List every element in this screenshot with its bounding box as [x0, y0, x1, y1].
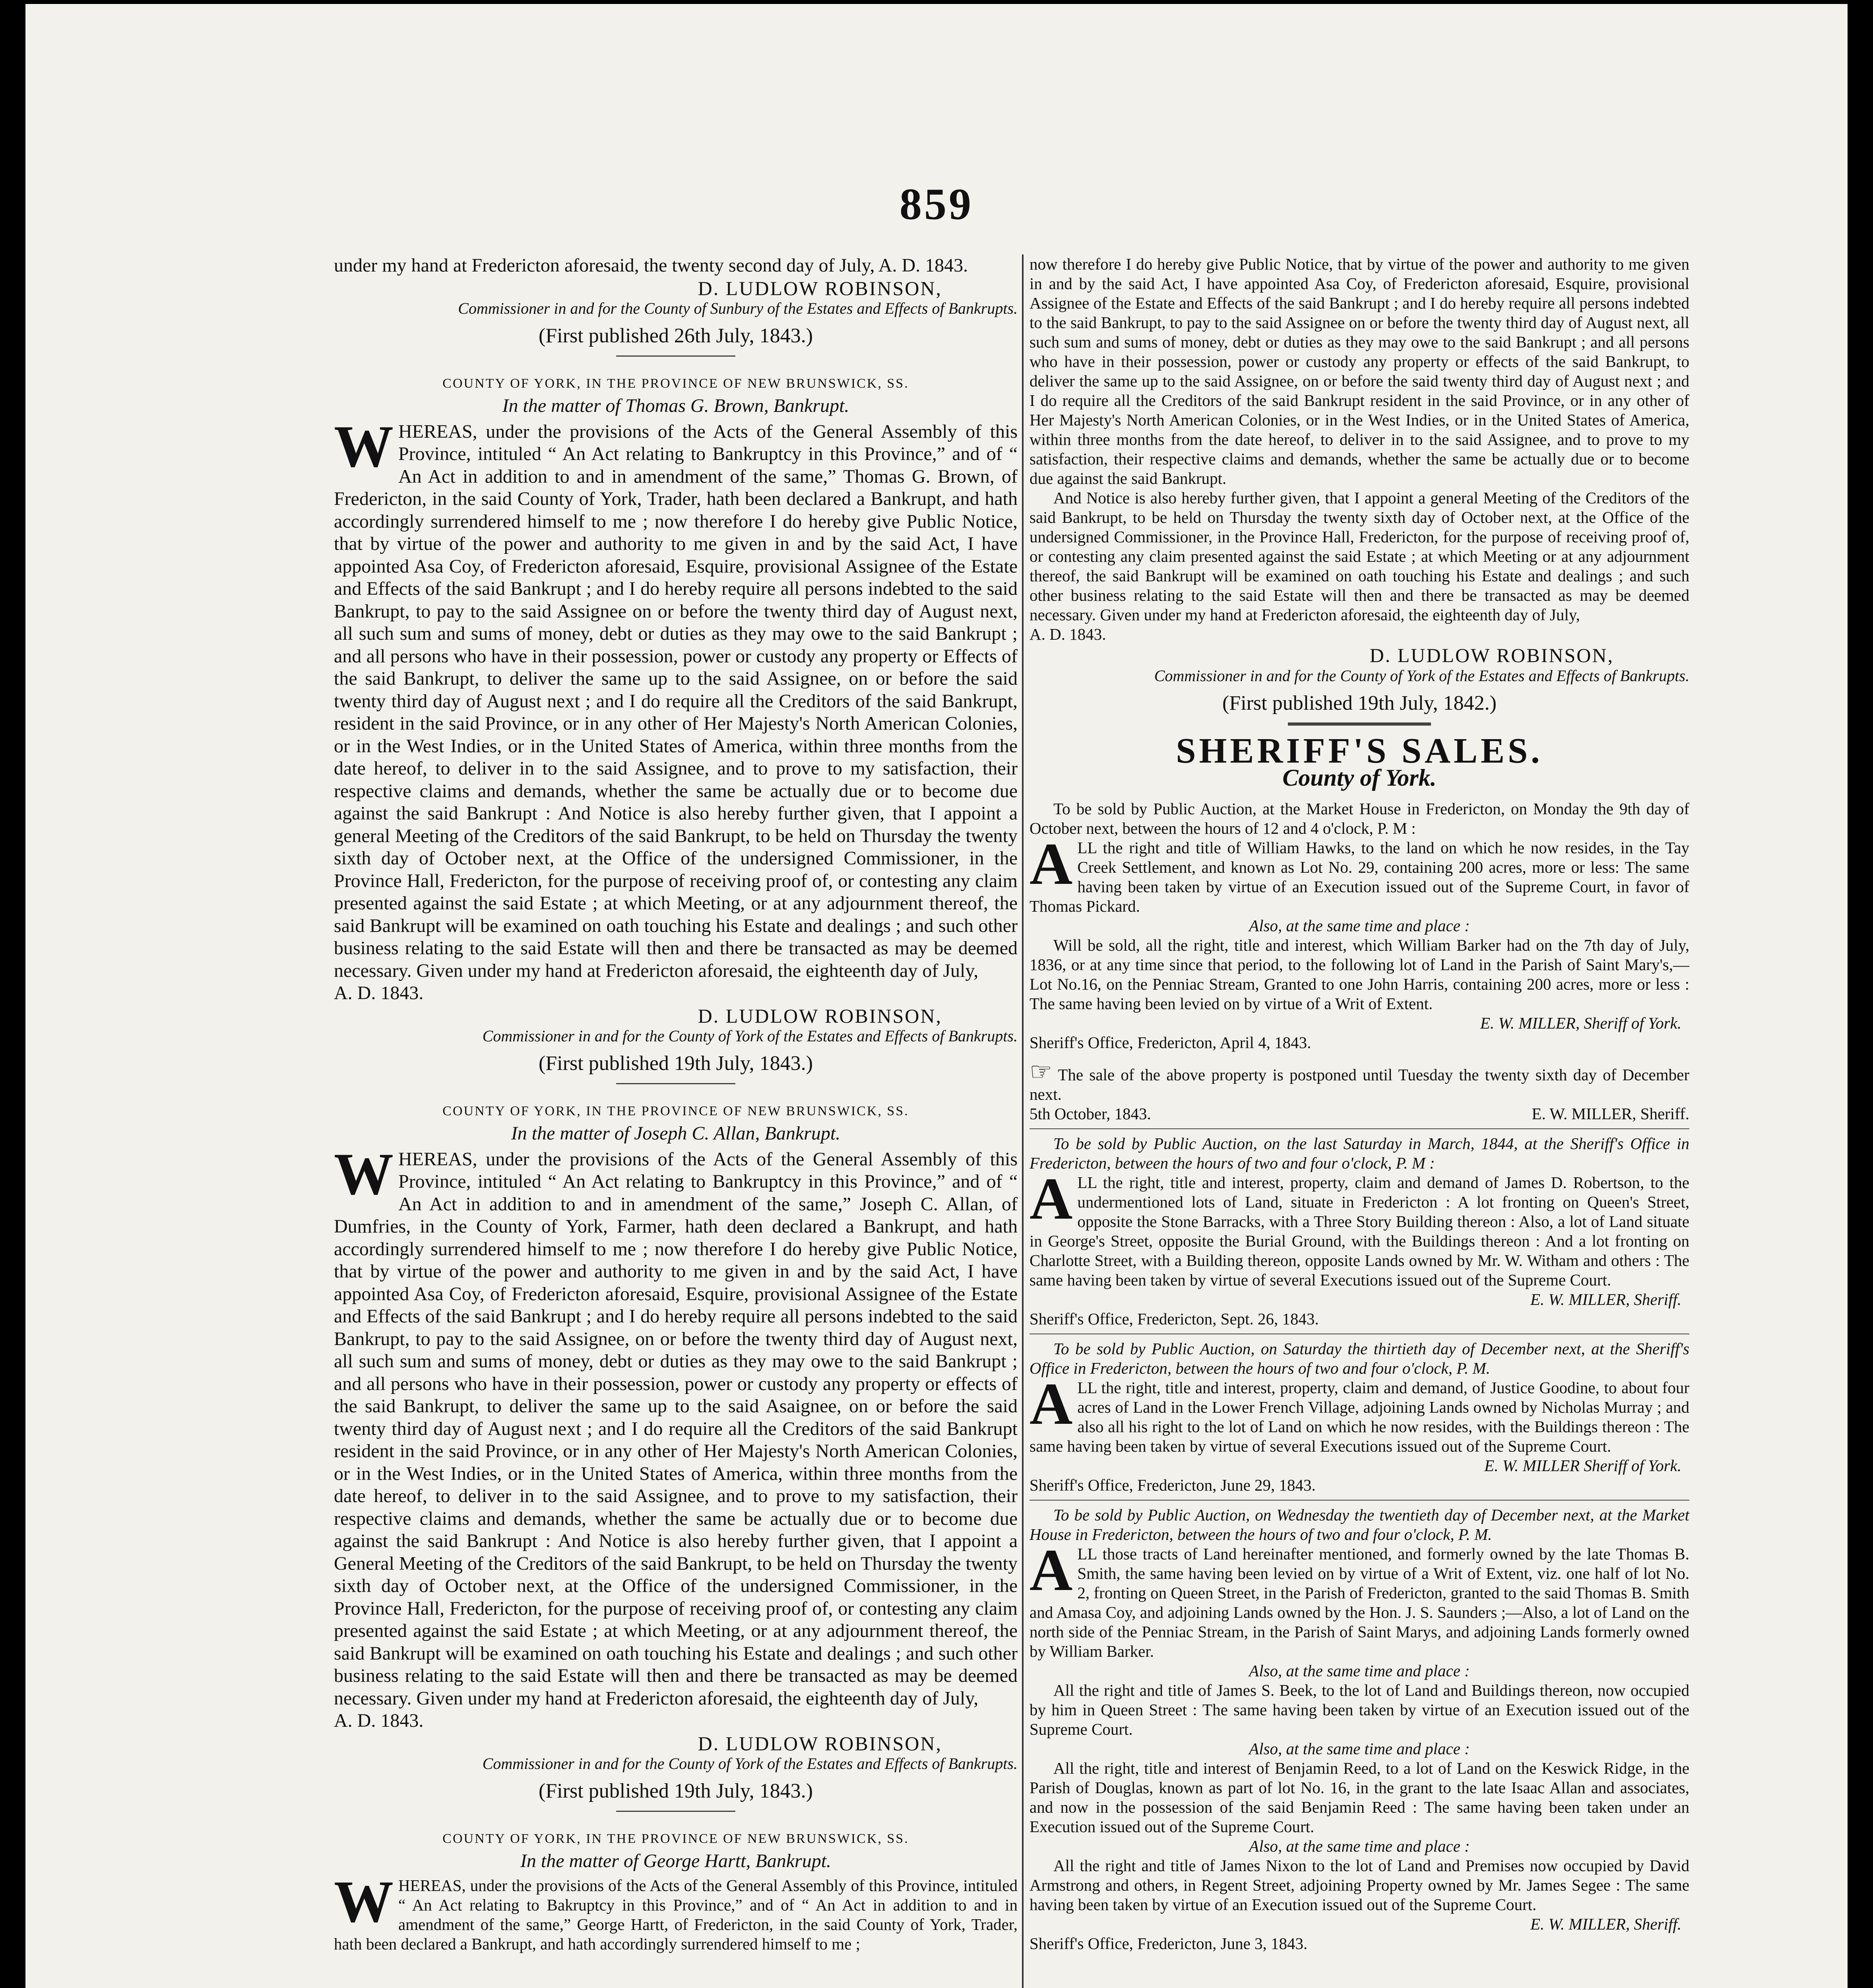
- sheriff-signature: E. W. MILLER, Sheriff.: [1532, 1105, 1689, 1123]
- signature-name: D. LUDLOW ROBINSON,: [698, 1732, 942, 1755]
- notice-text: HEREAS, under the provisions of the Acts of the General Assembly of this Province, intituled “ An Act relating to Bakruptcy in this Province,” and of “ An Act in addition to and in amendment of the same,” George Hartt, of Fredericton, in the said County of York, Trader, hath been declared a Bankrupt, and hath accordingly surrendered himself to me ;: [334, 1876, 1018, 1953]
- sheriff-signature: E. W. MILLER, Sheriff.: [1530, 1915, 1681, 1933]
- drop-cap: W: [334, 1141, 394, 1207]
- notice-text: And Notice is also hereby further given, that I appoint a general Meeting of the Creditors of the said Bankrupt, to be held on Thursday the twenty sixth day of October next, at the Office of the undersigned Commissioner, in the Province Hall, Fredericton, for the purpose of receiving proof of, or contesting any claim presented against the said Estate ; at which Meeting or at any adjournment thereof, the said Bankrupt will be examined on oath touching his Estate and dealings ; and such other business relating to the said Estate will then and there be transacted as may be deemed necessary. Given under my hand at Fredericton aforesaid, the eighteenth day of July,: [1030, 489, 1689, 624]
- sheriff-office-date: Sheriff's Office, Fredericton, April 4, 1843.: [1030, 1033, 1311, 1052]
- notice-body: [334, 1868, 1018, 1954]
- sale-william-hawks: [1030, 799, 1689, 1129]
- first-published-line: (First published 19th July, 1843.): [539, 1052, 813, 1075]
- notice-joseph-allan: [334, 1100, 1018, 1812]
- left-column: [334, 254, 1018, 1954]
- signature-name: D. LUDLOW ROBINSON,: [1369, 644, 1614, 666]
- county-heading: COUNTY OF YORK, IN THE PROVINCE OF NEW BRUNSWICK, SS.: [442, 376, 909, 391]
- sheriff-signature: E. W. MILLER Sheriff of York.: [1484, 1456, 1681, 1475]
- signature-title: Commissioner in and for the County of Sunbury of the Estates and Effects of Bankrupts.: [458, 299, 1018, 317]
- sale-body: [1030, 831, 1689, 916]
- also-line: Also, at the same time and place :: [1249, 1837, 1470, 1855]
- sale-body: [1030, 1166, 1689, 1290]
- page-number: 859: [900, 180, 973, 229]
- notice-date: A. D. 1843.: [334, 1710, 424, 1731]
- sale-text: LL those tracts of Land hereinafter mentioned, and formerly owned by the late Thomas B. Smith, the same having been levied on by virtue of a Writ of Extent, viz. one half of lot No. 2, fronting on Queen Street, in the Parish of Fredericton, granted to the said Thomas B. Smith and Amasa Coy, and adjoining Lands owned by the Hon. J. S. Saunders ;—Also, a lot of Land on the north side of the Penniac Stream, in the Parish of Saint Marys, and adjoining Lands formerly owned by William Barker.: [1030, 1545, 1689, 1660]
- sale-intro: To be sold by Public Auction, on Saturday the thirtieth day of December next, at the Sheriff's Office in Fredericton, between the hours of two and four o'clock, P. M.: [1030, 1340, 1689, 1377]
- drop-cap: A: [1030, 1166, 1073, 1232]
- first-published-line: (First published 26th July, 1843.): [539, 324, 813, 347]
- drop-cap: A: [1030, 1371, 1073, 1437]
- sale-text: Will be sold, all the right, title and interest, which William Barker had on the 7th day of July, 1836, or at any time since that period, to the following lot of Land in the Parish of Saint Mary's,—Lot No.16, on the Penniac Stream, Granted to one John Harris, containing 200 acres, more or less : The same having been levied on by virtue of a Writ of Extent.: [1030, 936, 1689, 1013]
- sale-thomas-smith: [1030, 1505, 1689, 1953]
- separator-rule: [616, 1083, 735, 1084]
- signature-title: Commissioner in and for the County of York of the Estates and Effects of Bankrupts.: [482, 1027, 1018, 1045]
- separator-rule: [616, 1811, 735, 1812]
- postponement-notice: [1030, 1058, 1689, 1104]
- sale-text: All the right and title of James Nixon to the lot of Land and Premises now occupied by David Armstrong and others, in Regent Street, adjoining Property owned by Mr. James Segee : The same having been taken by virtue of an Execution issued out of the Supreme Court.: [1030, 1856, 1689, 1914]
- drop-cap: A: [1030, 831, 1073, 897]
- postponement-text: The sale of the above property is postponed until Tuesday the twenty sixth day of December next.: [1030, 1066, 1689, 1103]
- notice-text: HEREAS, under the provisions of the Acts of the General Assembly of this Province, intituled “ An Act relating to Bankruptcy in this Province,” and of “ An Act in addition to and in amendment of the same,” Thomas G. Brown, of Fredericton, in the said County of York, Trader, hath been declared a Bankrupt, and hath accordingly surrendered himself to me ; now therefore I do hereby give Public Notice, that by virtue of the power and authority to me given in and by the said Act, I have appointed Asa Coy, of Fredericton aforesaid, Esquire, provisional Assignee of the Estate and Effects of the said Bankrupt ; and I do hereby require all persons indebted to the said Bankrupt, to pay to the said Assignee on or before the twenty third day of August next, all such sum and sums of money, debt or duties as they may owe to the said Bankrupt ; and all persons who have in their possession, power or custody any property or Effects of the said Bankrupt, to deliver the same up to the said Assignee, on or before the said twenty third day of August next ; and I do require all the Creditors of the said Bankrupt, resident in the said Province, or in any other of Her Majesty's North American Colonies, or in the West Indies, or in the United States of America, within three months from the date hereof, to deliver in to the said Assignee, and to prove to my satisfaction, their respective claims and demands, whether the same be actually due or to become due against the said Bankrupt : And Notice is also hereby further given, that I appoint a general Meeting of the Creditors of the said Bankrupt, to be held on Thursday the twenty sixth day of October next, at the Office of the undersigned Commissioner, in the Province Hall, Fredericton, for the purpose of receiving proof of, or contesting any claim presented against the said Estate ; at which Meeting, or at any adjournment thereof, the said Bankrupt will be examined on oath touching his Estate and dealings ; and such other business relating to the said Estate will then and there be transacted as may be deemed necessary. Given under my hand at Fredericton aforesaid, the eighteenth day of July,: [334, 421, 1018, 981]
- also-line: Also, at the same time and place :: [1249, 1740, 1470, 1758]
- column-divider: [1022, 254, 1024, 1988]
- separator-rule: [1030, 1128, 1689, 1129]
- first-published-line: (First published 19th July, 1843.): [539, 1780, 813, 1802]
- notice-george-hartt: [334, 1828, 1018, 1954]
- sale-justice-goodine: [1030, 1339, 1689, 1501]
- sale-text: All the right and title of James S. Beek, to the lot of Land and Buildings thereon, now occupied by him in Queen Street : The same having been taken by virtue of an Execution issued out of the Supreme Court.: [1030, 1681, 1689, 1738]
- sale-text: All the right, title and interest of Benjamin Reed, to a lot of Land on the Keswick Ridge, in the Parish of Douglas, known as part of lot No. 16, in the grant to the late Isaac Allan and associates, and now in the possession of the said Benjamin Reed : The same having been taken under an Execution issued out of the Supreme Court.: [1030, 1759, 1689, 1836]
- notice-date: A. D. 1843.: [334, 982, 424, 1004]
- continued-notice-fragment: under my hand at Fredericton aforesaid, the twenty second day of July, A. D. 1843.: [334, 255, 968, 276]
- notice-date: A. D. 1843.: [1030, 625, 1106, 643]
- notice-text: now therefore I do hereby give Public Notice, that by virtue of the power and authority to me given in and by the said Act, I have appointed Asa Coy, of Fredericton aforesaid, Esquire, provisional Assignee of the Estate and Effects of the said Bankrupt ; and I do hereby require all persons indebted to the said Bankrupt, to pay to the said Assignee on or before the twenty third day of August next, all such sum and sums of money, debt or duties as they may owe to the said Bankrupt ; and all persons who have in their possession, power or custody any property or effects of the said Bankrupt, to deliver the same up to the said Assignee, on or before the said twenty third day of August next ; and I do require all the Creditors of the said Bankrupt resident in the said Province, or in any other of Her Majesty's North American Colonies, or in the West Indies, or in the United States of America, within three months from the date hereof, to deliver in to the said Assignee, and to prove to my satisfaction, their respective claims and demands, whether the same be actually due or to become due against the said Bankrupt.: [1030, 255, 1689, 487]
- sale-text: LL the right and title of William Hawks, to the land on which he now resides, in the Tay Creek Settlement, and known as Lot No. 29, containing 200 acres, more or less: The same having been taken by virtue of an Execution issued out of the Supreme Court, in favor of Thomas Pickard.: [1030, 839, 1689, 915]
- separator-rule: [1030, 1500, 1689, 1501]
- sheriff-signature: E. W. MILLER, Sheriff of York.: [1480, 1014, 1681, 1032]
- sheriff-signature: E. W. MILLER, Sheriff.: [1530, 1290, 1681, 1309]
- county-heading: COUNTY OF YORK, IN THE PROVINCE OF NEW BRUNSWICK, SS.: [442, 1831, 909, 1846]
- separator-rule: [1288, 722, 1431, 726]
- matter-line: In the matter of Thomas G. Brown, Bankrupt.: [502, 395, 849, 416]
- sale-body: [1030, 1371, 1689, 1456]
- postponement-footer: [1030, 1104, 1689, 1124]
- sale-body: [1030, 1537, 1689, 1661]
- notice-body: [334, 1141, 1018, 1710]
- county-of-york-heading: County of York.: [1282, 764, 1437, 791]
- signature-title: Commissioner in and for the County of York of the Estates and Effects of Bankrupts.: [482, 1755, 1018, 1773]
- continued-notice-hartt: [1030, 254, 1689, 644]
- signature-name: D. LUDLOW ROBINSON,: [698, 277, 942, 299]
- sheriff-office-date: Sheriff's Office, Fredericton, June 3, 1843.: [1030, 1934, 1308, 1953]
- matter-line: In the matter of Joseph C. Allan, Bankrupt.: [511, 1123, 841, 1144]
- newspaper-page: [25, 4, 1848, 1988]
- notice-body: [334, 413, 1018, 982]
- sale-intro: To be sold by Public Auction, at the Market House in Fredericton, on Monday the 9th day of October next, between the hours of 12 and 4 o'clock, P. M :: [1030, 800, 1689, 837]
- also-line: Also, at the same time and place :: [1249, 916, 1470, 935]
- sale-james-robertson: [1030, 1134, 1689, 1334]
- drop-cap: A: [1030, 1537, 1073, 1603]
- right-column: [1030, 254, 1689, 1953]
- sheriff-office-date: Sheriff's Office, Fredericton, Sept. 26, 1843.: [1030, 1310, 1319, 1328]
- sale-intro: To be sold by Public Auction, on the last Saturday in March, 1844, at the Sheriff's Office in Fredericton, between the hours of two and four o'clock, P. M :: [1030, 1134, 1689, 1172]
- drop-cap: W: [334, 413, 394, 480]
- separator-rule: [616, 355, 735, 357]
- signature-name: D. LUDLOW ROBINSON,: [698, 1004, 942, 1027]
- county-heading: COUNTY OF YORK, IN THE PROVINCE OF NEW BRUNSWICK, SS.: [442, 1103, 909, 1118]
- matter-line: In the matter of George Hartt, Bankrupt.: [520, 1850, 832, 1872]
- sale-text: LL the right, title and interest, property, claim and demand of James D. Robertson, to the undermentioned lots of Land, situate in Fredericton : A lot fronting on Queen's Street, opposite the Stone Barracks, with a Three Story Building thereon : Also, a lot of Land situate in George's Street, opposite the Burial Ground, with the Buildings thereon : And a lot fronting on Charlotte Street, with a Building thereon, opposite Lands owned by Mr. W. Witham and others : The same having been taken by virtue of several Executions issued out of the Supreme Court.: [1030, 1173, 1689, 1289]
- pointing-hand-icon: ☞: [1030, 1058, 1053, 1086]
- notice-thomas-brown: [334, 373, 1018, 1084]
- notice-text: HEREAS, under the provisions of the Acts of the General Assembly of this Province, intituled “ An Act relating to Bankruptcy in this Province,” and of “ An Act in addition to and in amendment of the same,” Joseph C. Allan, of Dumfries, in the County of York, Farmer, hath deen declared a Bankrupt, and hath accordingly surrendered himself to me ; now therefore I do hereby give Public Notice, that by virtue of the power and authority to me given in and by the said Act, I have appointed Asa Coy, of Fredericton aforesaid, Esquire, provisional Assignee of the Estate and Effects of the said Bankrupt ; and I do hereby require all persons indebted to the said Bankrupt, to pay to the said Assignee, on or before the twenty third day of August next, all such sum and sums of money, debt or duties as they may owe to the said Bankrupt ; and all persons who have in their possession, power or custody any property or effects of the said Bankrupt, to deliver the same up to the said Asaignee, on or before the said twenty third day of August next ; and I do require all the Creditors of the said Bankrupt resident in the said Province, or in any other of Her Majesty's North American Colonies, or in the West Indies, or in the United States of America, within three months from the date hereof, to deliver in to the said Assignee, and to prove to my satisfaction, their respective claims and demands, whether the same be actually due or to become due against the said Bankrupt : And Notice is also hereby further given, that I appoint a General Meeting of the Creditors of the said Bankrupt, to be held on Thursday the twenty sixth day of October next, at the Office of the undersigned Commissioner, in the Province Hall, Fredericton, for the purpose of receiving proof of, or contesting any claim presented against the said Estate ; at which Meeting, or at any adjournment thereof, the said Bankrupt will be examined on oath touching his Estate and dealings ; and such other business relating to the said Estate will then and there be transacted as may be deemed necessary. Given under my hand at Fredericton aforesaid, the eighteenth day of July,: [334, 1148, 1018, 1709]
- sale-text: LL the right, title and interest, property, claim and demand, of Justice Goodine, to about four acres of Land in the Lower French Village, adjoining Lands owned by Nicholas Murray ; and also all his right to the lot of Land on which he now resides, with the Buildings thereon : The same having been taken by virtue of several Executions issued out of the Supreme Court.: [1030, 1378, 1689, 1455]
- signature-title: Commissioner in and for the County of York of the Estates and Effects of Bankrupts.: [1154, 666, 1689, 685]
- drop-cap: W: [334, 1868, 394, 1935]
- also-line: Also, at the same time and place :: [1249, 1662, 1470, 1680]
- sheriffs-sales-heading: SHERIFF'S SALES.: [1176, 731, 1543, 771]
- sale-intro: To be sold by Public Auction, on Wednesday the twentieth day of December next, at the Market House in Fredericton, between the hours of two and four o'clock, P. M.: [1030, 1506, 1689, 1543]
- sheriff-office-date: Sheriff's Office, Fredericton, June 29, 1843.: [1030, 1476, 1316, 1494]
- first-published-line: (First published 19th July, 1842.): [1222, 691, 1497, 714]
- postponement-date: 5th October, 1843.: [1030, 1105, 1151, 1123]
